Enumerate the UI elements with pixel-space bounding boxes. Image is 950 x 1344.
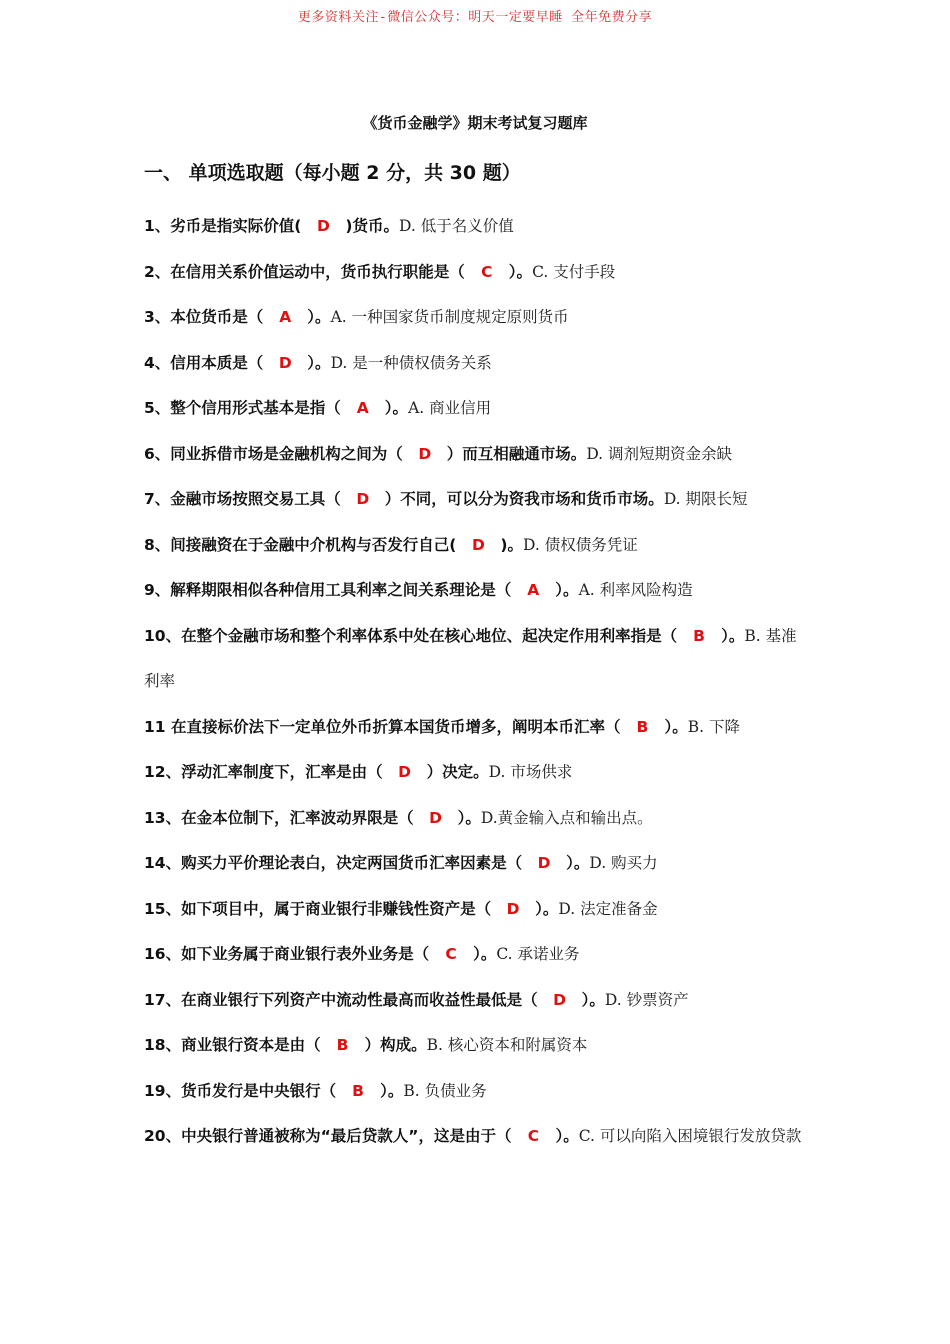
answer-option: D. 调剂短期资金余缺 xyxy=(586,444,733,463)
question-stem: 14、购买力平价理论表白，决定两国货币汇率因素是（ xyxy=(144,854,523,872)
answer-option: B. 负债业务 xyxy=(403,1081,487,1100)
answer-letter: D xyxy=(471,535,485,554)
question-stem: 3、本位货币是（ xyxy=(144,308,264,326)
question-item xyxy=(144,568,812,614)
answer-option: D. 钞票资产 xyxy=(604,990,689,1009)
question-close: ）。 xyxy=(384,399,409,417)
question-stem: 8、间接融资在于金融中介机构与否发行自己( xyxy=(144,535,457,554)
question-stem: 13、在金本位制下，汇率波动界限是（ xyxy=(144,808,414,827)
answer-option: B. 下降 xyxy=(687,717,740,736)
question-item xyxy=(144,477,812,523)
question-item xyxy=(144,1069,812,1115)
question-stem: 1、劣币是指实际价值( xyxy=(144,217,302,235)
question-stem: 12、浮动汇率制度下，汇率是由（ xyxy=(144,763,383,781)
question-stem: 19、货币发行是中央银行（ xyxy=(144,1081,337,1100)
question-close: ）。 xyxy=(307,308,331,326)
answer-option: D. 购买力 xyxy=(589,854,658,872)
answer-letter: B xyxy=(693,626,705,645)
answer-option: D.黄金输入点和输出点。 xyxy=(480,808,653,827)
question-close: ）。 xyxy=(508,262,533,281)
answer-letter: C xyxy=(527,1127,540,1145)
answer-letter: D xyxy=(278,353,292,372)
question-stem: 9、解释期限相似各种信用工具利率之间关系理论是（ xyxy=(144,581,512,599)
question-close: ）。 xyxy=(566,854,590,872)
question-close: ）。 xyxy=(380,1081,404,1100)
question-item xyxy=(144,204,812,250)
question-item xyxy=(144,295,812,341)
question-item xyxy=(144,386,812,432)
question-item xyxy=(144,614,812,705)
question-item xyxy=(144,341,812,387)
question-item xyxy=(144,932,812,978)
answer-option: D. 法定准备金 xyxy=(558,899,658,918)
question-stem: 2、在信用关系价值运动中，货币执行职能是（ xyxy=(144,262,465,281)
answer-letter: D xyxy=(356,490,370,508)
answer-letter: C xyxy=(481,262,493,281)
question-stem: 5、整个信用形式基本是指（ xyxy=(144,399,341,417)
question-close: ）而互相融通市场。 xyxy=(446,444,587,463)
question-item xyxy=(144,1023,812,1069)
answer-option: A. 商业信用 xyxy=(408,399,492,417)
question-stem: 11 在直接标价法下一定单位外币折算本国货币增多，阐明本币汇率（ xyxy=(144,717,621,736)
answer-option: A. 利率风险构造 xyxy=(578,581,693,599)
question-close: ）。 xyxy=(721,626,745,645)
answer-letter: D xyxy=(398,763,412,781)
question-close: ）。 xyxy=(664,717,688,736)
answer-letter: C xyxy=(445,945,457,963)
question-stem: 20、中央银行普通被称为“最后贷款人”，这是由于（ xyxy=(144,1127,512,1145)
answer-option: A. 一种国家货币制度规定原则货币 xyxy=(330,308,569,326)
answer-letter: B xyxy=(336,1036,349,1054)
answer-option: D. 是一种债权债务关系 xyxy=(330,353,492,372)
answer-option: B. 核心资本和附属资本 xyxy=(426,1036,588,1054)
question-stem: 4、信用本质是（ xyxy=(144,353,264,372)
question-item xyxy=(144,978,812,1024)
answer-option: B. 基准利率 xyxy=(144,626,797,690)
question-close: ）。 xyxy=(457,808,481,827)
answer-letter: D xyxy=(316,217,330,235)
question-stem: 6、同业拆借市场是金融机构之间为（ xyxy=(144,444,403,463)
answer-letter: B xyxy=(636,717,649,736)
question-item xyxy=(144,523,812,569)
question-item xyxy=(144,432,812,478)
question-stem: 10、在整个金融市场和整个利率体系中处在核心地位、起决定作用利率指是（ xyxy=(144,626,678,645)
answer-letter: B xyxy=(352,1081,364,1100)
question-close: )。 xyxy=(500,535,523,554)
question-item xyxy=(144,250,812,296)
question-close: ）决定。 xyxy=(426,763,489,781)
question-item xyxy=(144,796,812,842)
question-close: ）。 xyxy=(307,353,331,372)
answer-letter: D xyxy=(429,808,443,827)
question-stem: 16、如下业务属于商业银行表外业务是（ xyxy=(144,945,430,963)
question-item xyxy=(144,841,812,887)
section-title: 一、 单项选取题（每小题 2 分，共 30 题） xyxy=(144,162,521,184)
answer-letter: D xyxy=(537,854,551,872)
question-close: ）。 xyxy=(581,990,605,1009)
question-item xyxy=(144,887,812,933)
question-close: ）。 xyxy=(535,899,559,918)
answer-option: C. 可以向陷入困境银行发放贷款 xyxy=(578,1127,802,1145)
answer-letter: A xyxy=(356,399,369,417)
question-close: ）构成。 xyxy=(364,1036,427,1054)
answer-letter: D xyxy=(553,990,567,1009)
question-stem: 7、金融市场按照交易工具（ xyxy=(144,490,341,508)
answer-option: D. 期限长短 xyxy=(663,490,748,508)
question-close: ）不同，可以分为资我市场和货币市场。 xyxy=(384,490,664,508)
answer-letter: D xyxy=(506,899,520,918)
answer-option: D. 低于名义价值 xyxy=(398,217,514,235)
question-close: ）。 xyxy=(555,1127,579,1145)
answer-option: D. 债权债务凭证 xyxy=(522,535,638,554)
question-item xyxy=(144,750,812,796)
answer-option: D. 市场供求 xyxy=(488,763,573,781)
document-title: 《货币金融学》期末考试复习题库 xyxy=(362,114,588,132)
answer-option: C. 支付手段 xyxy=(532,262,616,281)
question-item xyxy=(144,705,812,751)
question-stem: 15、如下项目中，属于商业银行非赚钱性资产是（ xyxy=(144,899,492,918)
question-item xyxy=(144,1114,812,1160)
question-close: )货币。 xyxy=(345,217,399,235)
question-close: ）。 xyxy=(473,945,497,963)
question-stem: 18、商业银行资本是由（ xyxy=(144,1036,321,1054)
question-list xyxy=(144,204,812,1160)
answer-letter: A xyxy=(527,581,540,599)
answer-letter: D xyxy=(418,444,432,463)
answer-letter: A xyxy=(279,308,292,326)
question-stem: 17、在商业银行下列资产中流动性最高而收益性最低是（ xyxy=(144,990,538,1009)
header-banner: 更多资料关注-微信公众号：明天一定要早睡 全年免费分享 xyxy=(297,10,653,25)
answer-option: C. 承诺业务 xyxy=(496,945,580,963)
question-close: ）。 xyxy=(555,581,579,599)
